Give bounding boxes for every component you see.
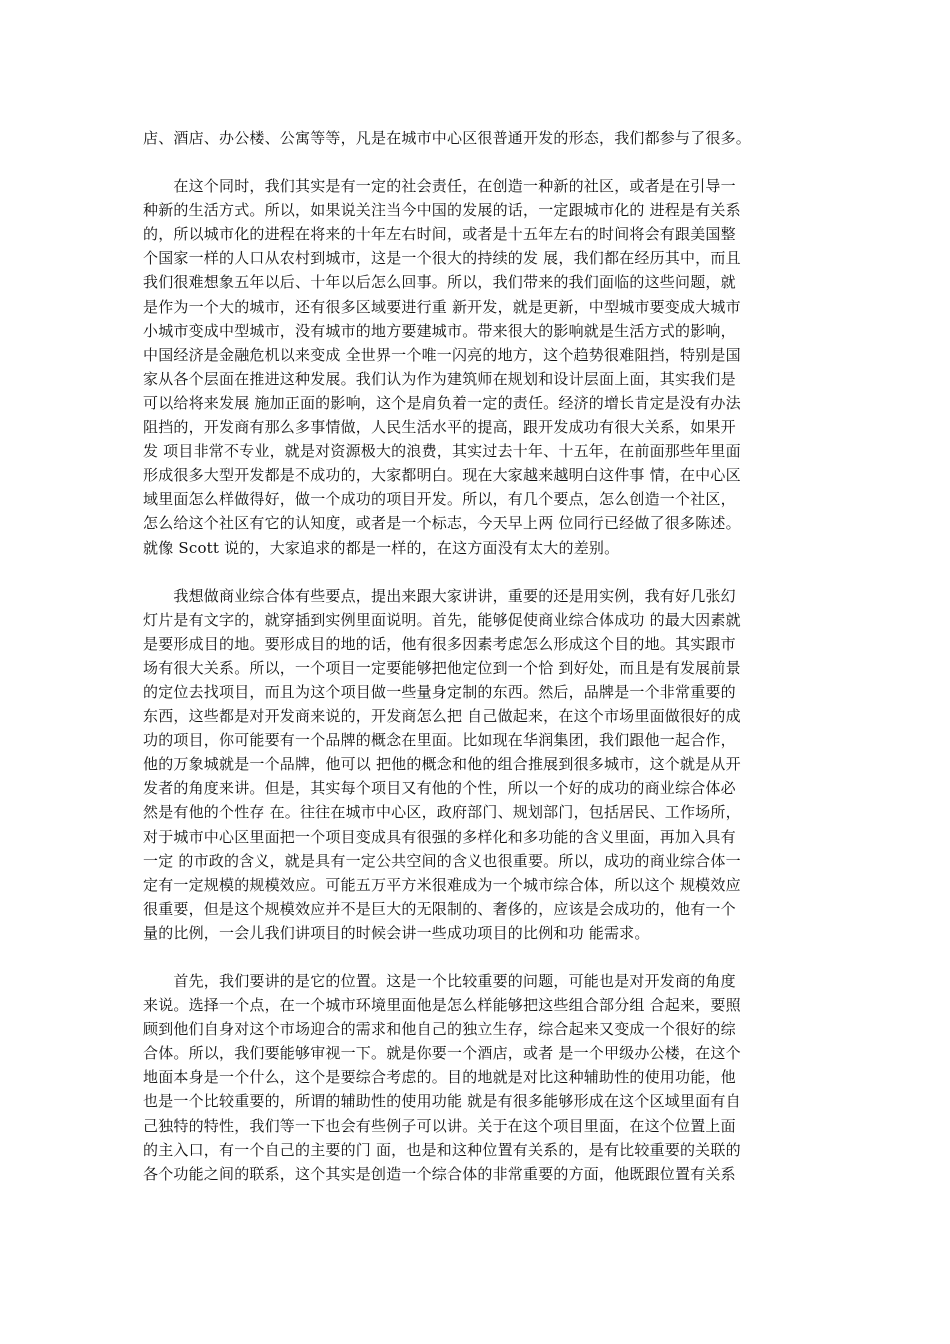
text-line: 地面本身是一个什么，这个是要综合考虑的。目的地就是对比这种辅助性的使用功能，他 (143, 1068, 736, 1087)
text-line: 一定 的市政的含义，就是具有一定公共空间的含义也很重要。所以，成功的商业综合体一 (143, 851, 741, 870)
text-line: 顾到他们自身对这个市场迎合的需求和他自己的独立生存，综合起来又变成一个很好的综 (143, 1020, 736, 1039)
paragraph-gap (143, 150, 809, 174)
text-line: 发 项目非常不专业，就是对资源极大的浪费，其实过去十年、十五年，在前面那些年里面 (143, 442, 741, 461)
text-line: 家从各个层面在推进这种发展。我们认为作为建筑师在规划和设计层面上面，其实我们是 (143, 369, 736, 388)
text-line: 是作为一个大的城市，还有很多区域要进行重 新开发，就是更新，中型城市要变成大城市 (143, 297, 741, 316)
text-line: 阻挡的，开发商有那么多事情做，人民生活水平的提高，跟开发成功有很大关系，如果开 (143, 418, 736, 437)
text-line: 他的万象城就是一个品牌，他可以 把他的概念和他的组合推展到很多城市，这个就是从开 (143, 755, 741, 774)
text-line: 各个功能之间的联系，这个其实是创造一个综合体的非常重要的方面，他既跟位置有关系 (143, 1164, 736, 1183)
text-line: 发者的角度来讲。但是，其实每个项目又有他的个性，所以一个好的成功的商业综合体必 (143, 779, 736, 798)
text-line: 域里面怎么样做得好，做一个成功的项目开发。所以，有几个要点，怎么创造一个社区， (143, 490, 736, 509)
paragraph (143, 126, 809, 150)
paragraph (143, 969, 809, 1186)
text-line: 灯片是有文字的，就穿插到实例里面说明。首先，能够促使商业综合体成功 的最大因素就 (143, 610, 741, 629)
text-line: 功的项目，你可能要有一个品牌的概念在里面。比如现在华润集团，我们跟他一起合作， (143, 731, 736, 750)
text-line: 首先，我们要讲的是它的位置。这是一个比较重要的问题，可能也是对开发商的角度 (143, 972, 736, 990)
paragraph (143, 584, 809, 945)
text-line: 种新的生活方式。所以，如果说关注当今中国的发展的话，一定跟城市化的 进程是有关系 (143, 201, 741, 220)
text-line: 很重要，但是这个规模效应并不是巨大的无限制的、奢侈的，应该是会成功的，他有一个 (143, 899, 736, 918)
text-line: 的定位去找项目，而且为这个项目做一些量身定制的东西。然后，品牌是一个非常重要的 (143, 682, 736, 701)
text-line: 东西，这些都是对开发商来说的，开发商怎么把 自己做起来，在这个市场里面做很好的成 (143, 707, 741, 726)
text-line: 个国家一样的人口从农村到城市，这是一个很大的持续的发 展，我们都在经历其中，而且 (143, 249, 741, 268)
paragraph-gap (143, 945, 809, 969)
text-line: 怎么给这个社区有它的认知度，或者是一个标志，今天早上两 位同行已经做了很多陈述。 (143, 514, 741, 533)
text-line: 形成很多大型开发都是不成功的，大家都明白。现在大家越来越明白这件事 情，在中心区 (143, 466, 741, 485)
text-line: 对于城市中心区里面把一个项目变成具有很强的多样化和多功能的含义里面，再加入具有 (143, 827, 736, 846)
text-line: 店、酒店、办公楼、公寓等等，凡是在城市中心区很普通开发的形态，我们都参与了很多。 (143, 129, 752, 147)
text-line: 是要形成目的地。要形成目的地的话，他有很多因素考虑怎么形成这个目的地。其实跟市 (143, 634, 736, 653)
text-line: 就像 Scott 说的，大家追求的都是一样的，在这方面没有太大的差别。 (143, 538, 620, 557)
text-line: 在这个同时，我们其实是有一定的社会责任，在创造一种新的社区，或者是在引导一 (143, 177, 736, 196)
text-line: 然是有他的个性存 在。往往在城市中心区，政府部门、规划部门，包括居民、工作场所， (143, 803, 741, 822)
text-line: 合体。所以，我们要能够审视一下。就是你要一个酒店，或者 是一个甲级办公楼，在这个 (143, 1044, 741, 1063)
document-body (143, 126, 809, 1186)
text-line: 的，所以城市化的进程在将来的十年左右时间，或者是十五年左右的时间将会有跟美国整 (143, 225, 736, 244)
text-line: 也是一个比较重要的，所谓的辅助性的使用功能 就是有很多能够形成在这个区域里面有自 (143, 1092, 741, 1111)
text-line: 我们很难想象五年以后、十年以后怎么回事。所以，我们带来的我们面临的这些问题，就 (143, 273, 736, 292)
text-line: 小城市变成中型城市，没有城市的地方要建城市。带来很大的影响就是生活方式的影响， (143, 321, 736, 340)
text-line: 己独特的特性，我们等一下也会有些例子可以讲。关于在这个项目里面，在这个位置上面 (143, 1116, 736, 1135)
text-line: 我想做商业综合体有些要点，提出来跟大家讲讲，重要的还是用实例，我有好几张幻 (143, 586, 736, 605)
paragraph-gap (143, 560, 809, 584)
text-line: 可以给将来发展 施加正面的影响，这个是肩负着一定的责任。经济的增长肯定是没有办法 (143, 393, 741, 412)
paragraph (143, 174, 809, 560)
text-line: 的主入口，有一个自己的主要的门 面，也是和这种位置有关系的，是有比较重要的关联的 (143, 1140, 741, 1159)
text-line: 量的比例，一会儿我们讲项目的时候会讲一些成功项目的比例和功 能需求。 (143, 923, 650, 942)
text-line: 中国经济是金融危机以来变成 全世界一个唯一闪亮的地方，这个趋势很难阻挡，特别是国 (143, 345, 741, 364)
text-line: 定有一定规模的规模效应。可能五万平方米很难成为一个城市综合体，所以这个 规模效应 (143, 875, 741, 894)
text-line: 场有很大关系。所以，一个项目一定要能够把他定位到一个恰 到好处，而且是有发展前景 (143, 658, 741, 677)
text-line: 来说。选择一个点，在一个城市环境里面他是怎么样能够把这些组合部分组 合起来，要照 (143, 996, 741, 1015)
